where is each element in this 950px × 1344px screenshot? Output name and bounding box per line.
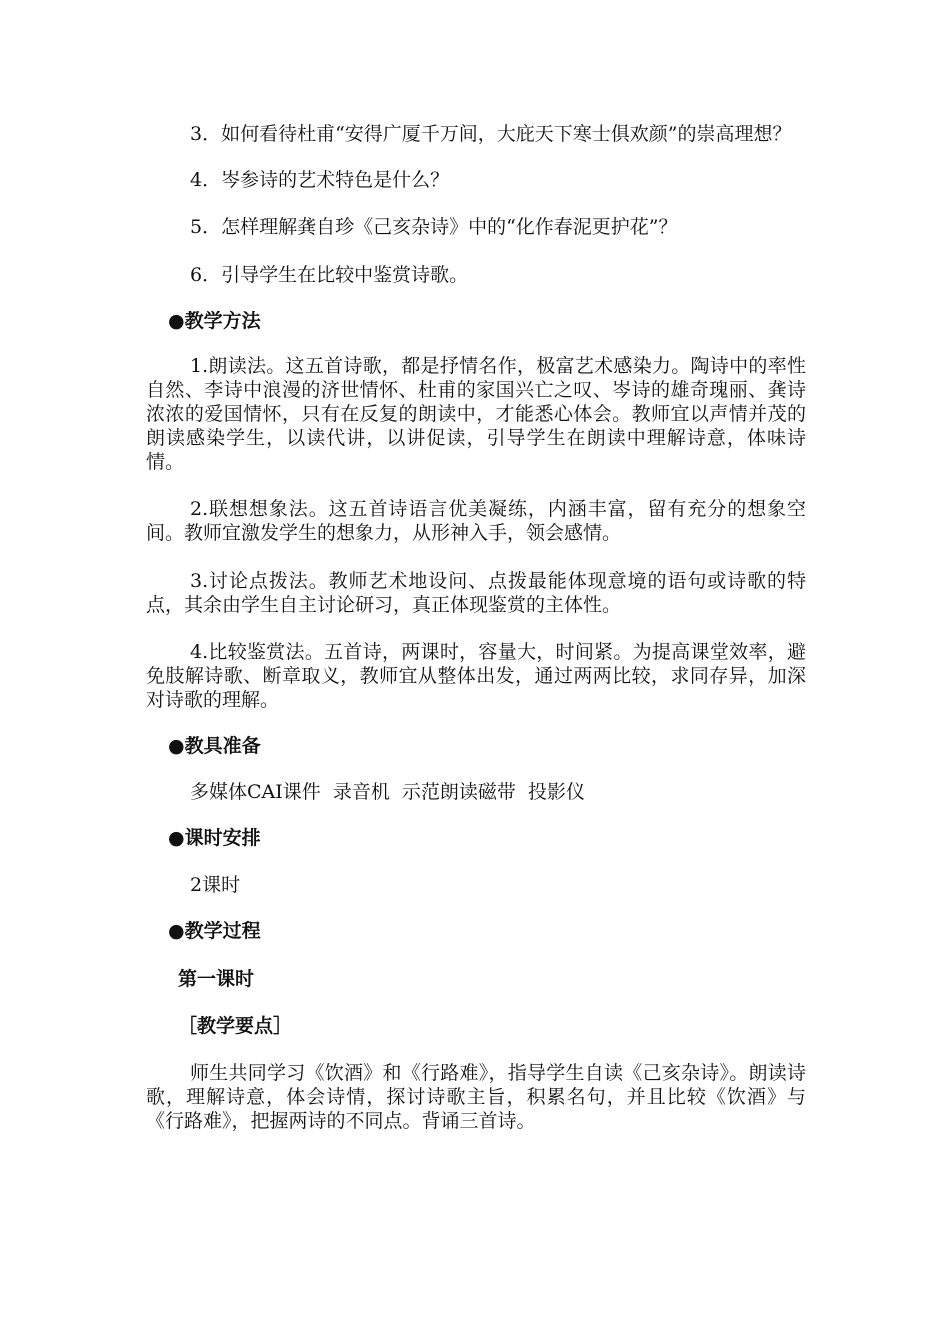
question-4: 4．岑参诗的艺术特色是什么？ xyxy=(190,169,450,191)
schedule-text: 2课时 xyxy=(190,874,241,896)
section-heading-schedule: ●课时安排 xyxy=(168,827,261,849)
lesson-title: 第一课时 xyxy=(178,968,255,990)
document-body xyxy=(146,122,806,1133)
teaching-points-text: 师生共同学习《饮酒》和《行路难》，指导学生自读《己亥杂诗》。朗读诗歌，理解诗意，体会诗情，探讨诗歌主旨，积累名句，并且比较《饮酒》与《行路难》，把握两诗的不同点。背诵三首诗。 xyxy=(146,1062,806,1132)
method-item-3: 3.讨论点拨法。教师艺术地设问、点拨最能体现意境的语句或诗歌的特点，其余由学生自主讨论研习，真正体现鉴赏的主体性。 xyxy=(146,570,806,616)
section-heading-tools: ●教具准备 xyxy=(168,735,261,757)
section-heading-methods: ●教学方法 xyxy=(168,310,261,332)
question-5: 5．怎样理解龚自珍《己亥杂诗》中的“化作春泥更护花”？ xyxy=(190,216,678,238)
tools-list: 多媒体CAI课件 录音机 示范朗读磁带 投影仪 xyxy=(190,781,586,803)
method-item-4: 4.比较鉴赏法。五首诗，两课时，容量大，时间紧。为提高课堂效率，避免肢解诗歌、断章取义，教师宜从整体出发，通过两两比较，求同存异，加深对诗歌的理解。 xyxy=(146,641,806,711)
question-6: 6．引导学生在比较中鉴赏诗歌。 xyxy=(190,264,469,286)
method-item-1: 1.朗读法。这五首诗歌，都是抒情名作，极富艺术感染力。陶诗中的率性自然、李诗中浪漫的济世情怀、杜甫的家国兴亡之叹、岑诗的雄奇瑰丽、龚诗浓浓的爱国情怀，只有在反复的朗读中，才能悉心体会。教师宜以声情并茂的朗读感染学生，以读代讲，以讲促读，引导学生在朗读中理解诗意，体味诗情。 xyxy=(146,355,806,473)
question-3: 3．如何看待杜甫“安得广厦千万间，大庇天下寒士俱欢颜”的崇高理想？ xyxy=(190,123,792,145)
section-heading-process: ●教学过程 xyxy=(168,920,261,942)
teaching-points-heading: ［教学要点］ xyxy=(178,1015,293,1037)
method-item-2: 2.联想想象法。这五首诗语言优美凝练，内涵丰富，留有充分的想象空间。教师宜激发学生的想象力，从形神入手，领会感情。 xyxy=(146,498,806,544)
